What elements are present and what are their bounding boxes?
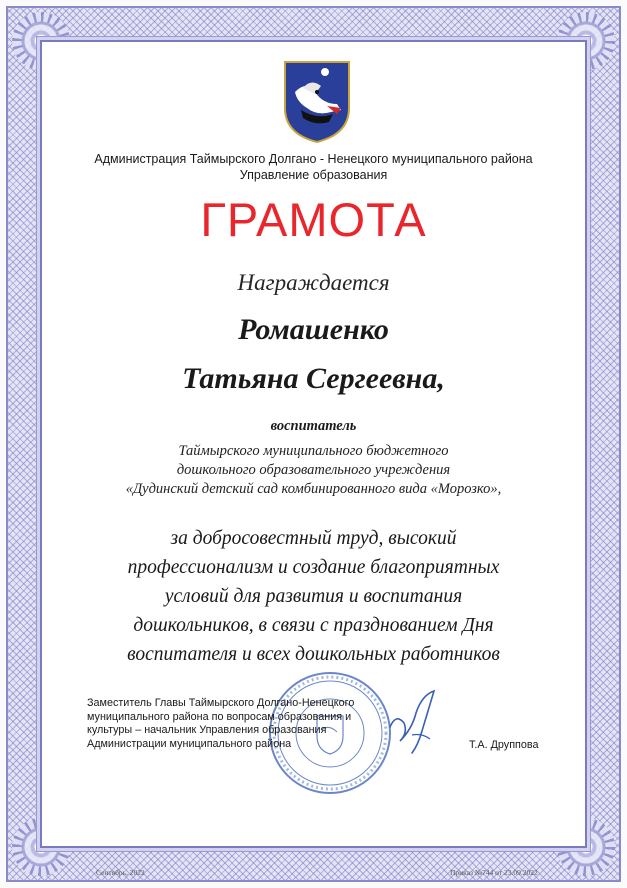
awarded-label: Награждается <box>237 270 390 295</box>
reason-line-2: профессионализм и создание благоприятных <box>127 557 500 578</box>
recipient-surname: Ромашенко <box>238 313 389 346</box>
coat-of-arms-emblem <box>281 58 353 144</box>
signatory-line-2: муниципального района по вопросам образования и <box>87 710 352 723</box>
recipient-position: воспитатель <box>270 418 357 434</box>
footer-date: Сентябрь, 2022 <box>96 868 145 877</box>
organization-line-1: Таймырского муниципального бюджетного <box>178 443 449 459</box>
recipient-given-names: Татьяна Сергеевна, <box>182 362 445 395</box>
award-reason <box>70 524 557 669</box>
organization <box>60 442 567 499</box>
signatory-line-1: Заместитель Главы Таймырского Долгано-Ненецкого <box>87 697 355 709</box>
reason-line-3: условий для развития и воспитания <box>164 586 463 607</box>
issuing-authority <box>60 151 567 183</box>
authority-line-2: Управление образования <box>239 168 388 182</box>
reason-line-1: за добросовестный труд, высокий <box>170 528 457 549</box>
authority-line-1: Администрация Таймырского Долгано - Ненецкого муниципального района <box>94 152 533 166</box>
signatory-name: Т.А. Друппова <box>469 739 539 751</box>
certificate-title: ГРАМОТА <box>200 193 427 246</box>
reason-line-4: дошкольников, в связи с празднованием Дня <box>133 615 494 636</box>
organization-line-3: «Дудинский детский сад комбинированного вида «Морозко», <box>125 481 502 497</box>
reason-line-5: воспитателя и всех дошкольных работников <box>127 644 500 665</box>
signatory-line-4: Администрации муниципального района <box>87 737 292 750</box>
signatory-line-3: культуры – начальник Управления образования <box>87 724 327 736</box>
signatory-title <box>87 697 407 751</box>
organization-line-2: дошкольного образовательного учреждения <box>176 462 451 478</box>
footer-order: Приказ №744 от 23.09.2022 <box>450 868 538 877</box>
